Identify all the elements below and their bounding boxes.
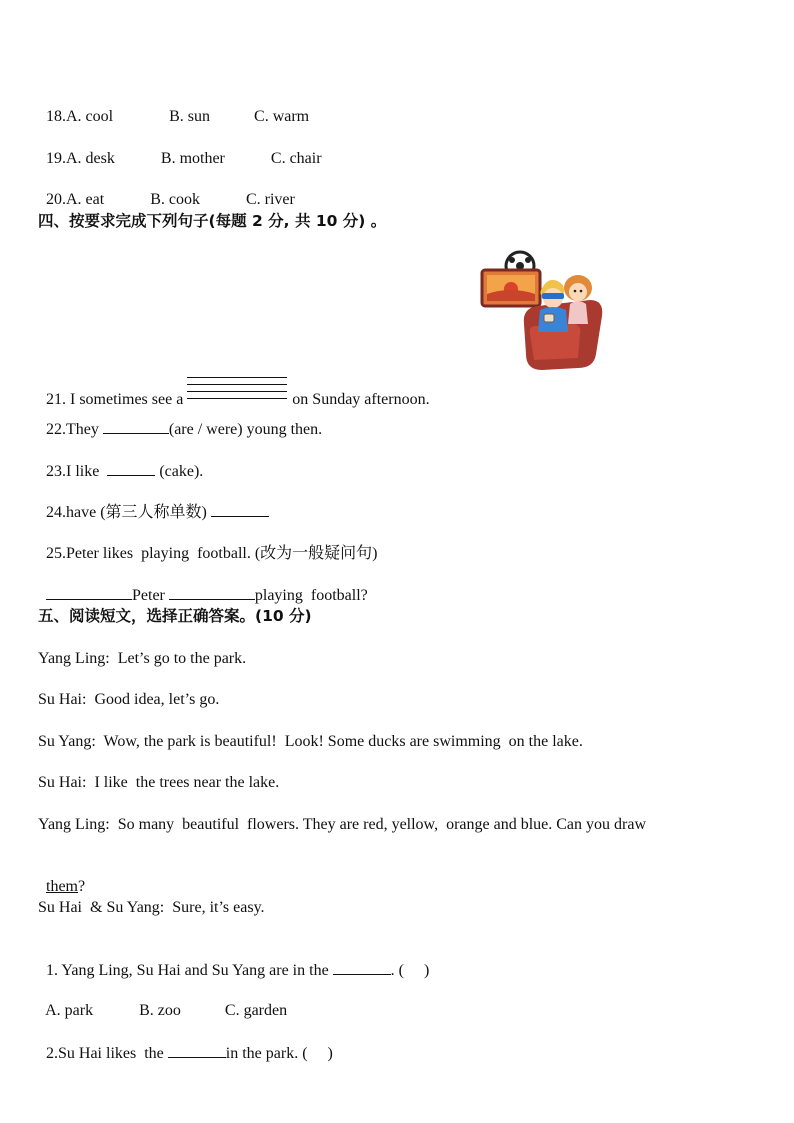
question-number: 20. (46, 191, 66, 208)
dialogue-line: Su Hai: I like the trees near the lake. (38, 774, 280, 791)
reading-question-1 (38, 940, 429, 981)
option-b: B. sun (169, 108, 211, 125)
dialogue-line: Su Hai: Good idea, let’s go. (38, 691, 220, 708)
option-b: B. mother (160, 150, 225, 167)
option-c: C. warm (254, 108, 310, 125)
question-25-answer (38, 565, 368, 606)
underlined-word: them (46, 878, 78, 895)
sentence-start: have (第三人称单数) (66, 504, 207, 521)
option-c: C. river (245, 191, 295, 208)
question-end: . ( ) (390, 962, 430, 979)
option-a: A. park (45, 1002, 94, 1019)
option-b: B. cook (150, 191, 200, 208)
question-number: 24. (46, 504, 66, 521)
option-c: C. garden (224, 1002, 288, 1019)
question-24 (38, 482, 269, 523)
question-number: 22. (46, 421, 66, 438)
question-number: 21 (46, 391, 62, 408)
sentence-start: . I sometimes see a (62, 391, 184, 408)
option-a: A. eat (66, 191, 105, 208)
question-text: 2.Su Hai likes the (46, 1045, 164, 1062)
question-number: 25. (46, 545, 66, 562)
option-a: A. cool (66, 108, 114, 125)
answer-blank[interactable] (169, 585, 255, 600)
option-c: C. chair (270, 150, 322, 167)
answer-blank[interactable] (168, 1043, 226, 1058)
answer-blank[interactable] (103, 419, 169, 434)
answer-blank[interactable] (211, 502, 269, 517)
sentence-end: (are / were) young then. (168, 421, 323, 438)
dialogue-line: Su Yang: Wow, the park is beautiful! Look! Some ducks are swimming on the lake. (38, 733, 583, 750)
reading-question-2 (38, 1023, 333, 1064)
question-25 (38, 524, 378, 564)
answer-blank[interactable] (333, 960, 391, 975)
section-4-heading: 四、按要求完成下列句子(每题 2 分, 共 10 分) 。 (38, 212, 387, 230)
question-number: 18. (46, 108, 66, 125)
dialogue-line: Yang Ling: Let’s go to the park. (38, 650, 247, 667)
question-22 (38, 399, 322, 440)
option-b: B. zoo (139, 1002, 181, 1019)
question-text: Peter likes playing football. (改为一般疑问句) (66, 545, 378, 562)
sentence-start: They (66, 421, 99, 438)
question-number: 19. (46, 150, 66, 167)
reading-question-1-options (38, 981, 287, 1021)
punctuation: ? (78, 878, 86, 895)
dialogue-line-continued (38, 857, 85, 897)
sentence-end: (cake). (159, 463, 204, 480)
sentence-end: on Sunday afternoon. (292, 391, 430, 408)
sentence-start: I like (66, 463, 100, 480)
answer-blank[interactable] (107, 461, 155, 476)
question-text: 1. Yang Ling, Su Hai and Su Yang are in the (46, 962, 329, 979)
cinema-illustration-image (478, 250, 610, 376)
dialogue-line: Su Hai & Su Yang: Sure, it’s easy. (38, 899, 265, 916)
question-18 (38, 87, 309, 127)
answer-middle: Peter (132, 587, 165, 604)
question-19 (38, 129, 322, 169)
option-a: A. desk (66, 150, 115, 167)
question-23 (38, 441, 203, 482)
question-20 (38, 170, 295, 210)
section-5-heading: 五、阅读短文，选择正确答案。(10 分) (38, 607, 312, 625)
question-number: 23. (46, 463, 66, 480)
answer-blank[interactable] (46, 585, 132, 600)
answer-end: playing football? (254, 587, 368, 604)
question-end: in the park. ( ) (225, 1045, 333, 1062)
dialogue-line: Yang Ling: So many beautiful flowers. They are red, yellow, orange and blue. Can you draw (38, 816, 647, 833)
